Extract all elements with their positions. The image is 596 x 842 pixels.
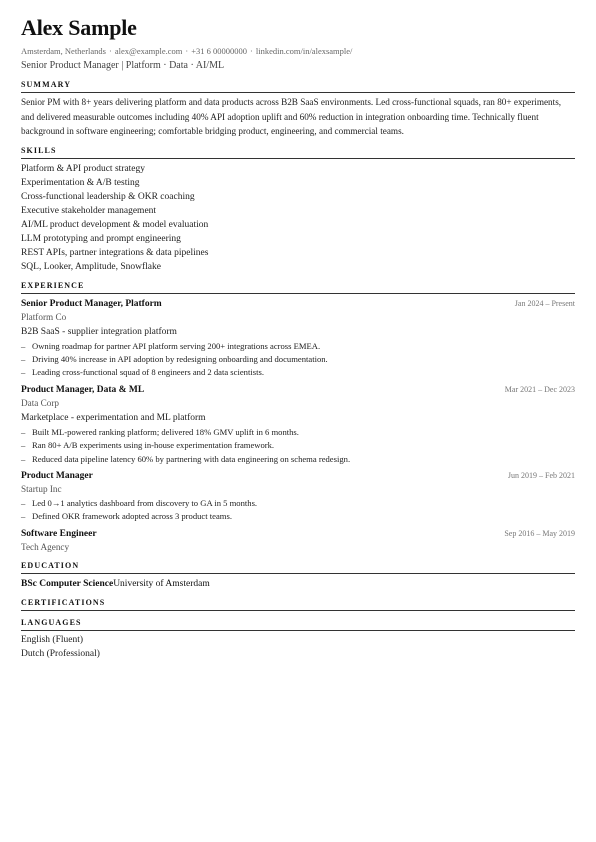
skill-item: REST APIs, partner integrations & data pipelines — [21, 247, 209, 258]
bullet-text: Reduced data pipeline latency 60% by partnering with data engineering on schema redesign. — [32, 453, 351, 464]
bullet-text: Defined OKR framework adopted across 3 product teams. — [32, 511, 232, 522]
skills-list — [21, 162, 575, 274]
bullet-text: Ran 80+ A/B experiments using in-house experimentation framework. — [32, 440, 275, 451]
job-title: Product Manager — [21, 470, 93, 481]
section-title-languages: LANGUAGES — [21, 617, 575, 631]
job-company: Platform Co — [21, 311, 67, 322]
bullet-dash: – — [21, 453, 26, 464]
language-item: Dutch (Professional) — [21, 648, 100, 659]
bullet-text: Driving 40% increase in API adoption by redesigning onboarding and documentation. — [32, 353, 328, 364]
language-item: English (Fluent) — [21, 634, 84, 645]
job-company: Tech Agency — [21, 541, 70, 552]
section-title-experience: EXPERIENCE — [21, 280, 575, 294]
bullet-dash: – — [21, 426, 26, 437]
languages-list — [21, 633, 575, 661]
job-header — [21, 527, 575, 541]
contact-separator: · — [185, 46, 189, 56]
bullet-text: Leading cross-functional squad of 8 engineers and 2 data scientists. — [32, 367, 264, 378]
summary-text: Senior PM with 8+ years delivering platform and data products across B2B SaaS environments. Led cross-functional squads, ran 80+ experiments, and delivered measurable outcomes including 40% API adoption uplift and 60% reduction in integration onboarding time. Technically fluent background in software engineering; comfortable bridging product, engineering, and commercial teams. — [21, 97, 562, 136]
job-dates: Mar 2021 – Dec 2023 — [504, 384, 575, 394]
location-text: Amsterdam, Netherlands — [21, 46, 106, 56]
contact-separator: · — [250, 46, 253, 56]
job-company: Startup Inc — [21, 483, 62, 494]
job-bullet — [21, 439, 575, 452]
job-bullets — [21, 426, 575, 466]
headline: Senior Product Manager | Platform · Data · AI/ML — [21, 60, 225, 71]
bullet-text: Built ML-powered ranking platform; delivered 18% GMV uplift in 6 months. — [32, 426, 299, 437]
skill-item: LLM prototyping and prompt engineering — [21, 233, 181, 244]
job-dates: Jun 2019 – Feb 2021 — [507, 470, 575, 480]
contact-separator: · — [108, 46, 112, 56]
skill-item: Platform & API product strategy — [21, 163, 146, 174]
bullet-dash: – — [21, 340, 26, 351]
section-title-skills: SKILLS — [21, 145, 575, 159]
phone-text: +31 6 00000000 — [191, 46, 248, 56]
job-bullet — [21, 366, 575, 379]
job-bullet — [21, 353, 575, 366]
job-bullet — [21, 453, 575, 466]
job-bullets — [21, 340, 575, 380]
section-title-summary: SUMMARY — [21, 79, 575, 93]
job-title: Software Engineer — [21, 528, 97, 539]
job-description: B2B SaaS - supplier integration platform — [21, 326, 177, 337]
section-title-education: EDUCATION — [21, 560, 575, 574]
education-school: University of Amsterdam — [113, 578, 210, 589]
skill-item: Cross-functional leadership & OKR coaching — [21, 191, 195, 202]
bullet-text: Led 0→1 analytics dashboard from discovery to GA in 5 months. — [32, 497, 258, 508]
job-bullets — [21, 497, 575, 524]
job-title: Product Manager, Data & ML — [21, 384, 145, 395]
job-header — [21, 297, 575, 311]
job-entry — [21, 527, 575, 554]
bullet-dash: – — [21, 497, 26, 508]
candidate-name: Alex Sample — [21, 15, 137, 40]
job-entry — [21, 297, 575, 380]
job-header — [21, 383, 575, 397]
job-dates: Sep 2016 – May 2019 — [504, 528, 575, 538]
bullet-text: Owning roadmap for partner API platform serving 200+ integrations across EMEA. — [32, 340, 321, 351]
job-bullet — [21, 510, 575, 523]
job-bullet — [21, 340, 575, 353]
section-title-certifications: CERTIFICATIONS — [21, 597, 575, 611]
contact-line — [21, 45, 575, 57]
job-entry — [21, 469, 575, 524]
skill-item: Experimentation & A/B testing — [21, 177, 140, 188]
job-title: Senior Product Manager, Platform — [21, 298, 162, 309]
bullet-dash: – — [21, 367, 26, 378]
job-description: Marketplace - experimentation and ML platform — [21, 412, 206, 423]
job-dates: Jan 2024 – Present — [514, 298, 575, 308]
education-degree: BSc Computer Science — [21, 578, 114, 589]
bullet-dash: – — [21, 353, 26, 364]
job-entry — [21, 383, 575, 466]
skill-item: SQL, Looker, Amplitude, Snowflake — [21, 261, 161, 272]
bullet-dash: – — [21, 440, 26, 451]
education-entry — [21, 577, 575, 591]
skill-item: Executive stakeholder management — [21, 205, 157, 216]
job-bullet — [21, 426, 575, 439]
bullet-dash: – — [21, 511, 26, 522]
skill-item: AI/ML product development & model evaluation — [21, 219, 209, 230]
job-company: Data Corp — [21, 397, 60, 408]
email-link[interactable]: alex@example.com — [114, 46, 183, 56]
job-header — [21, 469, 575, 483]
linkedin-link[interactable]: linkedin.com/in/alexsample/ — [255, 46, 353, 56]
job-bullet — [21, 497, 575, 510]
